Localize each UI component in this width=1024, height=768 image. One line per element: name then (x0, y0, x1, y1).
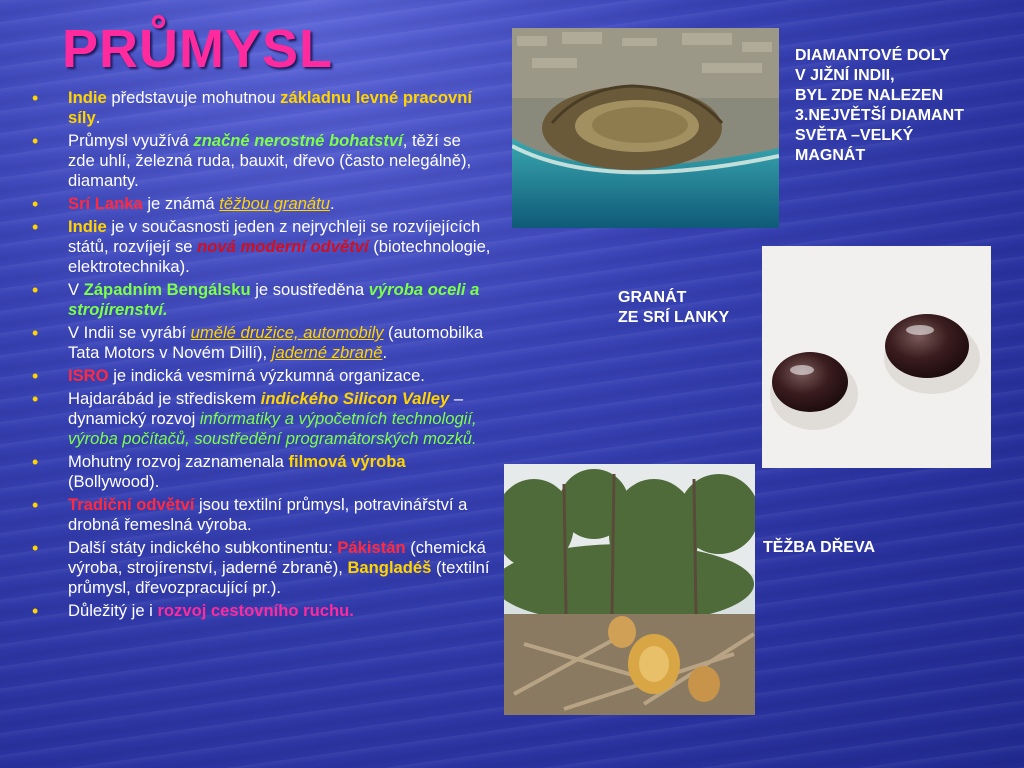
bullet-item (32, 389, 492, 449)
bullet-dot-icon: • (32, 495, 39, 515)
bullet-text-run: , těží se zde uhlí, železná ruda, bauxit, dřevo (často nelegálně), diamanty. (68, 131, 472, 190)
bullet-dot-icon: • (32, 452, 39, 472)
slide-title: PRŮMYSL (62, 19, 334, 79)
bullet-text-run: těžbou granátu (219, 194, 330, 213)
bullet-text-run: představuje mohutnou (106, 88, 281, 107)
garnet-caption: GRANÁT ZE SRÍ LANKY (618, 289, 730, 326)
bullet-text-run: V (68, 280, 84, 299)
bullet-dot-icon: • (32, 538, 39, 558)
bullet-item (32, 131, 492, 191)
bullet-dot-icon: • (32, 366, 39, 386)
bullet-text-run: V Indii se vyrábí (68, 323, 191, 342)
bullet-dot-icon: • (32, 217, 39, 237)
bullet-text-run: (Bollywood). (68, 472, 160, 491)
bullet-text-run: . (330, 194, 335, 213)
bullet-text-run: základnu levné pracovní síly (68, 88, 472, 127)
bullet-text-run: Důležitý je i (68, 601, 158, 620)
bullet-text-run: Mohutný rozvoj zaznamenala (68, 452, 289, 471)
bullet-text-run: ISRO (68, 366, 109, 385)
bullet-item (32, 88, 492, 128)
bullet-text-run: nová moderní odvětví (197, 237, 369, 256)
bullet-text-run: Další státy indického subkontinentu: (68, 538, 338, 557)
bullet-list (32, 88, 492, 624)
bullet-text-run: je indická vesmírná výzkumná organizace. (108, 366, 425, 385)
bullet-text-run: značné nerostné bohatství (193, 131, 403, 150)
bullet-text-run: Pákistán (337, 538, 406, 557)
bullet-item (32, 217, 492, 277)
bullet-text-run: umělé družice, automobily (190, 323, 384, 342)
bullet-text-run: (automobilka Tata Motors v Novém Dillí), (68, 323, 484, 362)
bullet-dot-icon: • (32, 323, 39, 343)
bullet-item (32, 194, 492, 214)
bullet-text-run: jaderné zbraně (271, 343, 383, 362)
diamond-mine-photo (512, 28, 779, 228)
timber-photo (504, 464, 755, 715)
bullet-item (32, 366, 492, 386)
bullet-text-run: filmová výroba (288, 452, 406, 471)
bullet-text-run: výroba oceli a strojírenství. (68, 280, 480, 319)
bullet-text-run: (biotechnologie, elektrotechnika). (68, 237, 491, 276)
bullet-text-run: Tradiční odvětví (68, 495, 195, 514)
bullet-text-run: je v současnosti jeden z nejrychleji se rozvíjejících států, rozvíjejí se (68, 217, 481, 256)
bullet-dot-icon: • (32, 389, 39, 409)
bullet-item (32, 538, 492, 598)
bullet-text-run: – dynamický rozvoj (68, 389, 464, 428)
bullet-text-run: Hajdarábád je střediskem (68, 389, 261, 408)
bullet-text-run: rozvoj cestovního ruchu. (157, 601, 354, 620)
bullet-text-run: Indie (68, 88, 107, 107)
bullet-text-run: . (95, 108, 101, 127)
bullet-text-run: . (382, 343, 388, 362)
bullet-text-run: jsou textilní průmysl, potravinářství a drobná řemeslná výroba. (68, 495, 468, 534)
bullet-text-run: je známá (142, 194, 220, 213)
bullet-text-run: Bangladéš (347, 558, 432, 577)
bullet-dot-icon: • (32, 280, 39, 300)
bullet-text-run: Průmysl využívá (68, 131, 194, 150)
bullet-dot-icon: • (32, 601, 39, 621)
bullet-item (32, 280, 492, 320)
bullet-text-run: (chemická výroba, strojírenství, jaderné zbraně), (68, 538, 486, 577)
bullet-text-run: (textilní průmysl, dřevozpracující pr.). (68, 558, 490, 597)
bullet-text-run: je soustředěna (250, 280, 369, 299)
bullet-item (32, 601, 492, 621)
bullet-text-run: Západním Bengálsku (83, 280, 251, 299)
bullet-dot-icon: • (32, 131, 39, 151)
bullet-dot-icon: • (32, 88, 39, 108)
bullet-text-run: Srí Lanka (68, 194, 143, 213)
bullet-item (32, 323, 492, 363)
timber-caption: TĚŽBA DŘEVA (763, 539, 875, 556)
bullet-text-run: informatiky a výpočetních technologií, výroba počítačů, soustředění programátorských mozků. (68, 409, 477, 448)
bullet-text-run: Indie (68, 217, 107, 236)
bullet-item (32, 495, 492, 535)
diamond-mine-caption: DIAMANTOVÉ DOLY V JIŽNÍ INDII, BYL ZDE NALEZEN 3.NEJVĚTŠÍ DIAMANT SVĚTA –VELKÝ MAGNÁT (795, 47, 964, 164)
bullet-dot-icon: • (32, 194, 39, 214)
bullet-text-run: indického Silicon Valley (260, 389, 450, 408)
bullet-item (32, 452, 492, 492)
garnet-photo (762, 246, 991, 468)
